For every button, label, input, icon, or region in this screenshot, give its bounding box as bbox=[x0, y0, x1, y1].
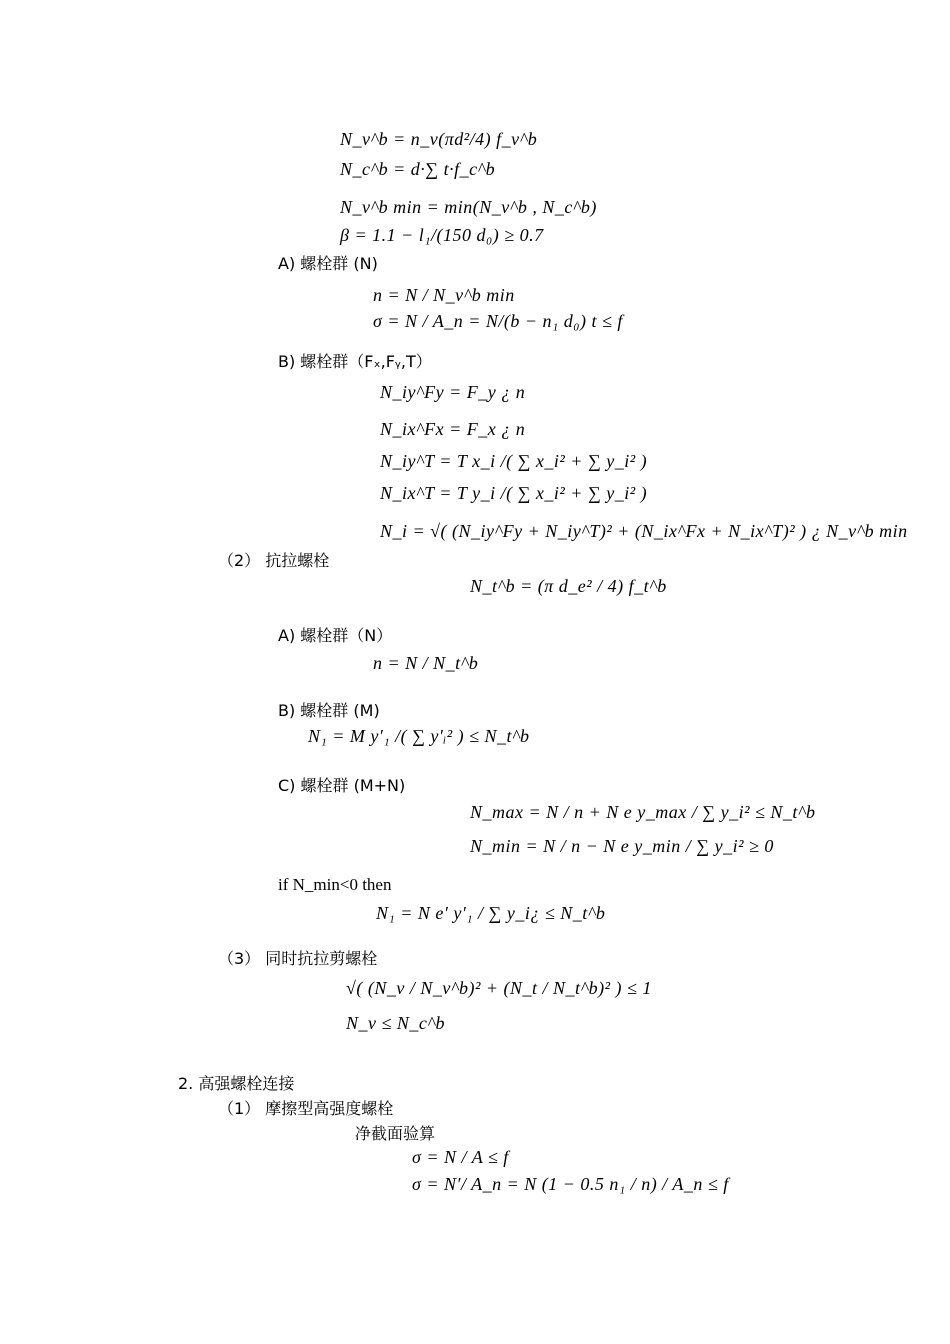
formula-n1-moment: N₁ = M y′₁ /( ∑ y′ᵢ² ) ≤ N_t^b bbox=[308, 726, 530, 746]
heading-high-strength-bolt: 2. 高强螺栓连接 bbox=[178, 1074, 295, 1093]
formula-interaction: √( (N_v / N_v^b)² + (N_t / N_t^b)² ) ≤ 1 bbox=[346, 978, 652, 998]
heading-tension-group-mn: C) 螺栓群 (M+N) bbox=[278, 776, 406, 795]
heading-tension-bolt: （2） 抗拉螺栓 bbox=[218, 551, 330, 570]
condition-nmin-negative: if N_min<0 then bbox=[278, 875, 392, 894]
formula-ni-resultant: N_i = √( (N_iy^Fy + N_iy^T)² + (N_ix^Fx + N_ix^T)² ) ¿ N_v^b min bbox=[380, 521, 908, 541]
formula-niy-t: N_iy^T = T x_i /( ∑ x_i² + ∑ y_i² ) bbox=[380, 451, 648, 471]
heading-tension-group-m: B) 螺栓群 (M) bbox=[278, 701, 380, 720]
formula-ntb: N_t^b = (π d_e² / 4) f_t^b bbox=[470, 576, 667, 596]
formula-n-count: n = N / N_v^b min bbox=[373, 285, 515, 305]
heading-shear-group-fxfyt: B) 螺栓群（Fₓ,Fᵧ,T） bbox=[278, 352, 432, 371]
heading-combined-bolt: （3） 同时抗拉剪螺栓 bbox=[218, 949, 378, 968]
formula-nv-limit: N_v ≤ N_c^b bbox=[346, 1013, 445, 1033]
formula-nvb-min: N_v^b min = min(N_v^b , N_c^b) bbox=[340, 197, 597, 217]
heading-shear-group-n: A) 螺栓群 (N) bbox=[278, 254, 378, 273]
formula-n1-eccentric: N₁ = N e′ y′₁ / ∑ y_i¿ ≤ N_t^b bbox=[376, 903, 606, 923]
formula-ncb: N_c^b = d·∑ t·f_c^b bbox=[340, 159, 496, 179]
formula-niy-fy: N_iy^Fy = F_y ¿ n bbox=[380, 382, 526, 402]
formula-beta: β = 1.1 − l₁/(150 d₀) ≥ 0.7 bbox=[340, 225, 544, 245]
heading-friction-bolt: （1） 摩擦型高强度螺栓 bbox=[218, 1099, 394, 1118]
formula-nmin: N_min = N / n − N e y_min / ∑ y_i² ≥ 0 bbox=[470, 836, 774, 856]
formula-nvb: N_v^b = n_v(πd²/4) f_v^b bbox=[340, 129, 538, 149]
formula-sigma-net: σ = N / A_n = N/(b − n₁ d₀) t ≤ f bbox=[373, 311, 623, 331]
formula-tension-n-count: n = N / N_t^b bbox=[373, 653, 479, 673]
formula-sigma-net-friction: σ = N′/ A_n = N (1 − 0.5 n₁ / n) / A_n ≤ f bbox=[412, 1174, 729, 1194]
formula-nmax: N_max = N / n + N e y_max / ∑ y_i² ≤ N_t^b bbox=[470, 802, 816, 822]
formula-nix-fx: N_ix^Fx = F_x ¿ n bbox=[380, 419, 526, 439]
label-net-section-check: 净截面验算 bbox=[355, 1124, 436, 1143]
formula-sigma-gross: σ = N / A ≤ f bbox=[412, 1147, 509, 1167]
formula-nix-t: N_ix^T = T y_i /( ∑ x_i² + ∑ y_i² ) bbox=[380, 483, 648, 503]
heading-tension-group-n: A) 螺栓群（N） bbox=[278, 626, 393, 645]
